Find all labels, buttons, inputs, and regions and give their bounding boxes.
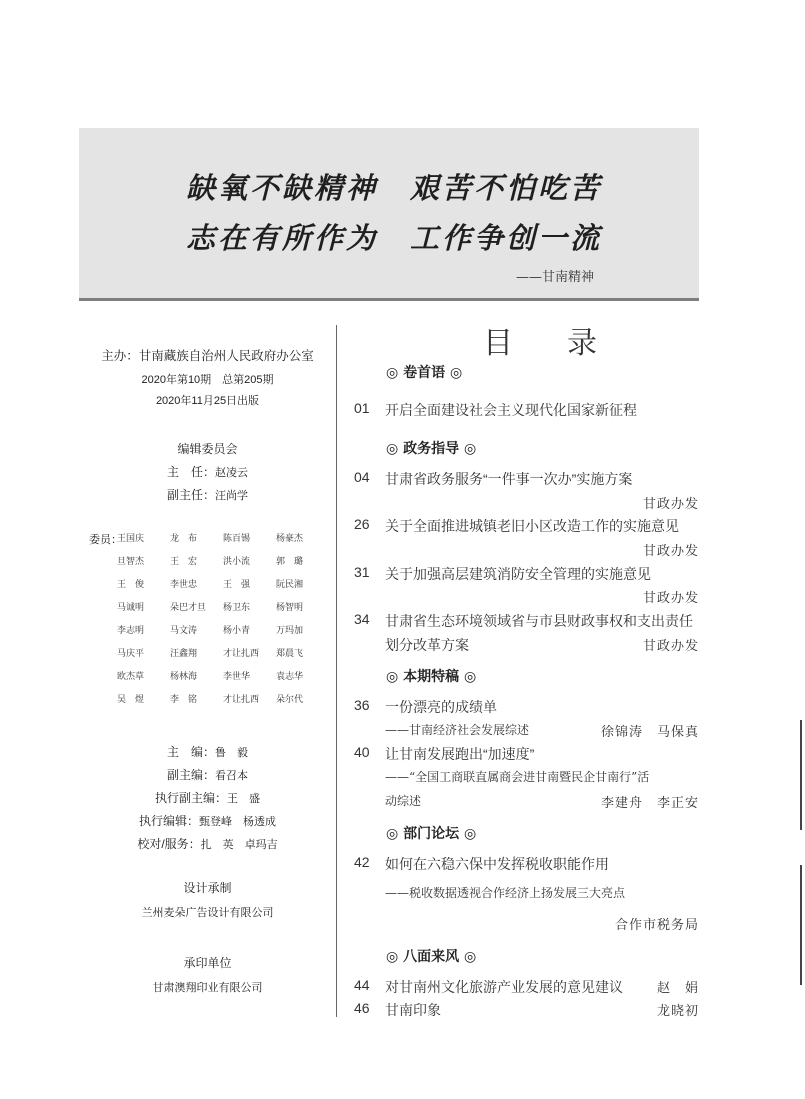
members-label: 委员： <box>89 534 122 546</box>
section-name: 本期特稿 <box>403 669 460 685</box>
member-name: 杨林海 <box>170 672 198 682</box>
section-marker-icon: ◎ <box>463 441 477 457</box>
section-name: 八面来风 <box>403 949 460 965</box>
member-name: 王 强 <box>223 580 251 590</box>
exec-deputy-name: 王 盛 <box>227 792 260 805</box>
deputy-director-line <box>79 486 336 503</box>
deputy-chief-name: 看召本 <box>215 769 248 782</box>
section-header <box>386 362 462 382</box>
section-name: 政务指导 <box>403 441 460 457</box>
entry-subtitle-continued: 动综述 <box>385 794 422 808</box>
chief-editor-name: 鲁 毅 <box>215 746 248 759</box>
slogan-line-2: 志在有所作为 工作争创一流 <box>185 221 602 255</box>
chief-editor-line <box>79 743 336 760</box>
section-header <box>386 946 476 966</box>
entry-subtitle: ——“全国工商联直属商会进甘南暨民企甘南行”活 <box>385 770 650 784</box>
section-marker-icon: ◎ <box>463 949 477 965</box>
entry-author: 龙晓初 <box>656 1004 699 1019</box>
member-name: 旦智杰 <box>117 557 145 567</box>
member-name: 杨智明 <box>276 603 304 613</box>
chief-editor-label: 主 编： <box>166 745 215 759</box>
member-name: 洪小流 <box>223 557 251 567</box>
print-title: 承印单位 <box>183 956 232 970</box>
members-grid <box>117 533 337 717</box>
deputy-chief-line <box>79 766 336 783</box>
entry-title: 甘肃省政务服务“一件事一次办”实施方案 <box>385 471 633 487</box>
member-name: 万玛加 <box>276 626 304 636</box>
proofread-name: 扎 英 卓玛吉 <box>200 838 278 851</box>
page-number: 46 <box>354 1000 370 1016</box>
member-name: 汪鑫翔 <box>170 649 198 659</box>
page-number: 34 <box>354 611 370 627</box>
member-name: 马庆平 <box>117 649 145 659</box>
member-name: 杨小青 <box>223 626 251 636</box>
page-edge-mark <box>800 720 802 830</box>
section-marker-icon: ◎ <box>386 949 399 965</box>
member-name: 李世忠 <box>170 580 198 590</box>
entry-title: 一份漂亮的成绩单 <box>385 699 497 715</box>
entry-title: 关于全面推进城镇老旧小区改造工作的实施意见 <box>385 518 679 534</box>
section-name: 部门论坛 <box>403 826 460 842</box>
proofread-line <box>79 835 336 852</box>
entry-author: 合作市税务局 <box>614 918 699 933</box>
entry-author: 赵 娟 <box>656 981 699 996</box>
page-number: 44 <box>354 977 370 993</box>
entry-author: 徐锦涛 马保真 <box>600 725 699 740</box>
member-name: 郭 璐 <box>276 557 304 567</box>
entry-subtitle: ——甘南经济社会发展综述 <box>385 723 530 737</box>
proofread-label: 校对/服务： <box>137 837 201 851</box>
page-number: 40 <box>354 744 370 760</box>
director-name: 赵凌云 <box>215 466 248 479</box>
section-header <box>386 666 476 686</box>
entry-author: 甘政办发 <box>642 591 699 606</box>
member-name: 李志明 <box>117 626 145 636</box>
slogan-line-1: 缺氧不缺精神 艰苦不怕吃苦 <box>185 171 602 205</box>
design-title: 设计承制 <box>183 881 232 895</box>
member-name: 朵巴才旦 <box>170 603 207 613</box>
exec-deputy-label: 执行副主编： <box>154 791 227 805</box>
section-header <box>386 438 476 458</box>
slogan-signature: ——甘南精神 <box>515 270 594 285</box>
issue-number: 2020年第10期 总第205期 <box>141 374 274 386</box>
publish-date: 2020年11月25日出版 <box>155 395 260 407</box>
page-number: 31 <box>354 564 370 580</box>
director-label: 主 任： <box>166 465 215 479</box>
entry-title: 甘肃省生态环境领域省与市县财政事权和支出责任 <box>385 613 693 629</box>
entry-subtitle: ——税收数据透视合作经济上扬发展三大亮点 <box>385 886 626 900</box>
section-header <box>386 823 476 843</box>
member-name: 才让扎西 <box>223 649 260 659</box>
page-edge-mark <box>800 865 802 985</box>
exec-editor-line <box>79 812 336 829</box>
exec-editor-name: 甄登峰 杨透成 <box>199 815 276 828</box>
exec-deputy-line <box>79 789 336 806</box>
section-marker-icon: ◎ <box>463 826 477 842</box>
entry-author: 甘政办发 <box>642 497 699 512</box>
entry-title: 让甘南发展跑出“加速度” <box>385 746 535 762</box>
section-marker-icon: ◎ <box>386 826 399 842</box>
print-company: 甘肃澳翔印业有限公司 <box>152 981 263 994</box>
member-name: 王国庆 <box>117 534 145 544</box>
section-marker-icon: ◎ <box>463 669 477 685</box>
member-name: 王 宏 <box>170 557 198 567</box>
section-marker-icon: ◎ <box>386 365 399 381</box>
committee-title: 编辑委员会 <box>177 442 238 456</box>
member-name: 朵尔代 <box>276 695 304 705</box>
member-name: 欧杰草 <box>117 672 145 682</box>
entry-author: 甘政办发 <box>642 639 699 654</box>
page-number: 04 <box>354 469 370 485</box>
entry-title: 如何在六稳六保中发挥税收职能作用 <box>385 856 609 872</box>
design-company: 兰州麦朵广告设计有限公司 <box>141 906 274 919</box>
member-name: 王 俊 <box>117 580 145 590</box>
member-name: 吴 煜 <box>117 695 145 705</box>
entry-title: 对甘南州文化旅游产业发展的意见建议 <box>385 979 623 995</box>
director-line <box>79 463 336 480</box>
entry-title: 开启全面建设社会主义现代化国家新征程 <box>385 402 637 418</box>
member-name: 袁志华 <box>276 672 304 682</box>
sponsor: 主办：甘南藏族自治州人民政府办公室 <box>101 349 314 363</box>
toc-title: 目 录 <box>483 326 609 361</box>
member-name: 马文涛 <box>170 626 198 636</box>
member-name: 杨卫东 <box>223 603 251 613</box>
section-name: 卷首语 <box>403 365 446 381</box>
slogan-banner <box>79 128 699 301</box>
page-number: 01 <box>354 400 370 416</box>
deputy-director-label: 副主任： <box>166 488 215 502</box>
page-number: 42 <box>354 854 370 870</box>
member-name: 陈百锡 <box>223 534 251 544</box>
entry-author: 李建舟 李正安 <box>600 796 699 811</box>
page-number: 36 <box>354 697 370 713</box>
entry-title-continued: 划分改革方案 <box>385 637 469 653</box>
member-name: 马诚明 <box>117 603 145 613</box>
member-name: 李世华 <box>223 672 251 682</box>
deputy-director-name: 汪尚学 <box>215 489 248 502</box>
member-name: 才让扎西 <box>223 695 260 705</box>
member-name: 阮民湘 <box>276 580 304 590</box>
page-number: 26 <box>354 516 370 532</box>
section-marker-icon: ◎ <box>386 441 399 457</box>
member-name: 杨豪杰 <box>276 534 304 544</box>
member-name: 李 铭 <box>170 695 198 705</box>
member-name: 郑晨飞 <box>276 649 304 659</box>
entry-title: 关于加强高层建筑消防安全管理的实施意见 <box>385 566 651 582</box>
member-name: 龙 布 <box>170 534 198 544</box>
entry-author: 甘政办发 <box>642 544 699 559</box>
deputy-chief-label: 副主编： <box>166 768 215 782</box>
section-marker-icon: ◎ <box>386 669 399 685</box>
exec-editor-label: 执行编辑： <box>138 814 199 828</box>
entry-title: 甘南印象 <box>385 1002 441 1018</box>
section-marker-icon: ◎ <box>449 365 463 381</box>
